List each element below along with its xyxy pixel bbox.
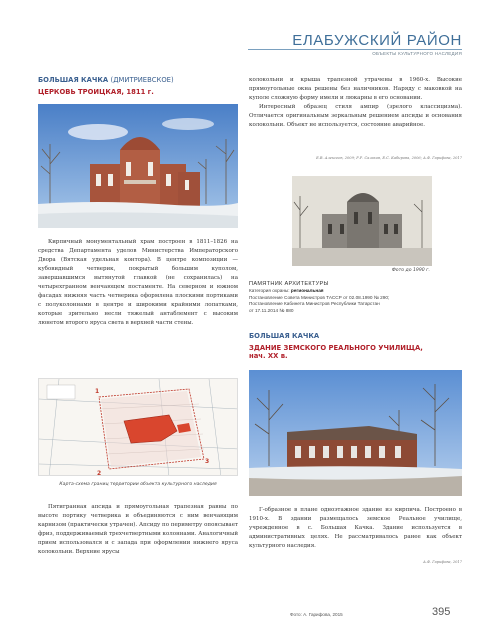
paragraph: Г-образное в плане одноэтажное здание из кирпича. Построено в 1910-х. В здании размещалось земское Реальное училище, учрежденное в с. Большая Качка. Здание используется в административных целях. Не рассматривалось ранее как объект культурного наследия. [249,507,462,549]
place-name-text: БОЛЬШАЯ КАЧКА [38,76,109,84]
school-author-credit: А.Ф. Гарифова, 2017 [423,560,462,564]
historic-photo-caption: Фото до 1990 г. [391,268,430,273]
place-name: БОЛЬШАЯ КАЧКА [249,332,320,340]
monument-info [249,281,462,315]
decree-line: от 17.11.2014 № 880 [249,308,294,314]
school-description [249,506,462,551]
category-label: Категория охраны: [249,287,290,293]
object-title: ЦЕРКОВЬ ТРОИЦКАЯ, 1811 г. [38,88,154,96]
territory-map [38,378,238,476]
section-title: ЕЛАБУЖСКИЙ РАЙОН [292,32,462,49]
paragraph: колокольни и крыша трапезной утрачены в 1960-х. Высокие прямоугольные окна решены без наличников. Наряду с маковкой на куполе сложную форму имели и люкарны в его основании. [249,77,462,101]
section-subtitle: ОБЪЕКТЫ КУЛЬТУРНОГО НАСЛЕДИЯ [372,51,462,56]
photo-credit: Фото: А. Гарифова, 2015 [290,612,343,617]
church-heading [38,76,238,96]
place-name-alt: (ДМИТРИЕВСКОЕ) [110,76,174,84]
page-number: 395 [432,606,451,618]
decree-line: Постановление Совета Министров ТАССР от 02.08.1990 № 290; [249,294,390,300]
map-point-2: 2 [97,470,102,476]
monument-heading: ПАМЯТНИК АРХИТЕКТУРЫ [249,281,329,287]
protection-category [249,288,462,295]
author-credit: Е.В. Алексеев, 2009; Р.Р. Салахов, Е.С. Кабирова, 2006; А.Ф. Гарифова, 2017 [316,156,462,160]
decree-line: Постановление Кабинета Министров Республики Татарстан [249,301,380,307]
map-point-3: 3 [205,458,210,465]
historic-photo [292,176,432,266]
paragraph: Пятигранная апсида и прямоугольная трапезная равны по высоте портику четверика и объединяются с ним венчающим карнизом (практически утрачен). Апсиду по периметру опоясывает фриз, поддерживаемый трехчетвертными колоннами. Аналогичный прием использовался и с запада при оформлении нижнего яруса колокольни. Верхние ярусы [38,504,238,555]
school-photo [249,370,462,496]
header-divider [248,49,462,50]
place-name [38,76,238,84]
church-description-right [249,76,462,130]
category-value: региональная [290,287,324,293]
map-caption: Карта-схема границ территории объекта культурного наследия [59,482,217,487]
object-title-date: нач. XX в. [249,352,288,360]
paragraph: Кирпичный монументальный храм построен в 1811–1826 на средства Департамента уделов Министерства Императорского Двора (Вятская удельная контора). В центре композиции — кубовидный четверик, покрытый большим куполом, завершавшимся вытянутой главкой (не сохранилась) на четырехгранном венчающем постаменте. На северном и южном фасадах нижняя часть четверика оформлена плоскими портиками с полуколоннами в центре и широкими крайними лопатками, которые зрительно несли тяжелый антаблемент с высоким люнетом второго яруса света в верхней части стены. [38,239,238,326]
object-title: ЗДАНИЕ ЗЕМСКОГО РЕАЛЬНОГО УЧИЛИЩА, [249,344,423,352]
school-heading [249,332,462,360]
paragraph: Интересный образец стиля ампир (зрелого классицизма). Отличается оригинальным зеркальным решением апсиды и основания колокольни. Объект не используется, состояние аварийное. [249,104,462,128]
church-description-cont [38,503,238,557]
church-photo [38,104,238,228]
church-description [38,238,238,328]
map-point-1: 1 [95,388,100,395]
